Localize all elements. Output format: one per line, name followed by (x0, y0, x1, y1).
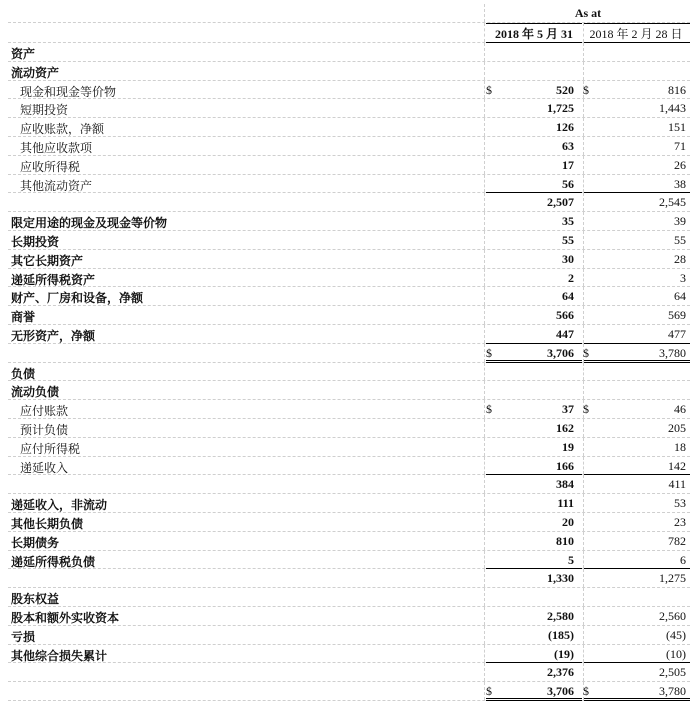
value-may-2018: 3,706 (547, 345, 574, 360)
column-divider (484, 513, 485, 531)
value-feb-2018: 411 (668, 477, 686, 492)
row-label: 递延收入 (20, 460, 69, 475)
table-row (8, 287, 690, 306)
header-underline (486, 23, 582, 24)
currency-symbol: $ (486, 684, 492, 699)
column-divider (583, 99, 584, 117)
value-feb-2018: 2,560 (659, 608, 686, 623)
value-may-2018: 35 (562, 214, 574, 229)
table-row (8, 513, 690, 532)
column-divider (484, 81, 485, 99)
row-label: 限定用途的现金及现金等价物 (11, 216, 168, 231)
value-feb-2018: 2,545 (659, 195, 686, 210)
column-divider (484, 626, 485, 644)
column-divider (484, 118, 485, 136)
value-may-2018: 55 (562, 232, 574, 247)
value-feb-2018: 3,780 (659, 684, 686, 699)
column-divider (583, 363, 584, 381)
column-divider (583, 588, 584, 606)
row-label: 其它长期资产 (11, 253, 84, 268)
column-divider (484, 231, 485, 249)
table-row (8, 645, 690, 664)
column-divider (583, 287, 584, 305)
currency-symbol: $ (583, 345, 589, 360)
table-row (8, 626, 690, 645)
column-divider (484, 344, 485, 362)
table-row (8, 457, 690, 476)
value-may-2018: 566 (556, 308, 574, 323)
column-divider (484, 156, 485, 174)
column-divider (484, 475, 485, 493)
table-row (8, 62, 690, 81)
table-row (8, 193, 690, 212)
value-may-2018: 56 (562, 176, 574, 191)
column-divider (484, 62, 485, 80)
value-feb-2018: 205 (668, 420, 686, 435)
value-may-2018: 20 (562, 514, 574, 529)
table-row (8, 532, 690, 551)
table-row (8, 137, 690, 156)
header-underline (584, 23, 690, 24)
column-divider (484, 438, 485, 456)
column-divider (484, 682, 485, 700)
currency-symbol: $ (486, 402, 492, 417)
table-row (8, 156, 690, 175)
value-may-2018: 19 (562, 439, 574, 454)
row-label: 流动资产 (11, 65, 60, 80)
column-divider (583, 381, 584, 399)
row-label: 其他应收款项 (20, 140, 93, 155)
row-label: 长期债务 (11, 535, 60, 550)
value-may-2018: 37 (562, 402, 574, 417)
currency-symbol: $ (486, 82, 492, 97)
row-label: 递延所得税资产 (11, 272, 96, 287)
table-row (8, 663, 690, 682)
column-divider (583, 62, 584, 80)
currency-symbol: $ (583, 402, 589, 417)
column-divider (484, 663, 485, 681)
value-may-2018: 30 (562, 251, 574, 266)
column-divider (484, 287, 485, 305)
column-divider (484, 457, 485, 475)
column-divider (484, 381, 485, 399)
row-label: 应付账款 (20, 404, 69, 419)
value-feb-2018: 816 (668, 82, 686, 97)
value-may-2018: 447 (556, 326, 574, 341)
value-feb-2018: 39 (674, 214, 686, 229)
value-feb-2018: 53 (674, 496, 686, 511)
column-divider (484, 43, 485, 61)
column-divider (583, 250, 584, 268)
currency-symbol: $ (583, 684, 589, 699)
column-divider (484, 23, 485, 42)
column-divider (583, 626, 584, 644)
row-label: 股本和额外实收资本 (11, 610, 120, 625)
row-label: 其他长期负债 (11, 516, 84, 531)
column-divider (583, 457, 584, 475)
table-row (8, 175, 690, 194)
currency-symbol: $ (583, 82, 589, 97)
value-feb-2018: 1,443 (659, 101, 686, 116)
column-divider (583, 475, 584, 493)
column-divider (484, 99, 485, 117)
column-divider (583, 607, 584, 625)
value-feb-2018: 28 (674, 251, 686, 266)
currency-symbol: $ (486, 345, 492, 360)
value-may-2018: 63 (562, 138, 574, 153)
column-divider (583, 494, 584, 512)
column-divider (583, 212, 584, 230)
column-divider (484, 212, 485, 230)
column-divider (484, 569, 485, 587)
table-row (8, 551, 690, 570)
value-feb-2018: 3,780 (659, 345, 686, 360)
table-row (8, 212, 690, 231)
table-row (8, 419, 690, 438)
column-divider (583, 231, 584, 249)
table-row (8, 231, 690, 250)
column-divider (583, 513, 584, 531)
column-divider (583, 118, 584, 136)
header-dates-row (8, 23, 690, 43)
value-may-2018: 162 (556, 420, 574, 435)
value-may-2018: (185) (548, 627, 574, 642)
value-may-2018: 520 (556, 82, 574, 97)
value-may-2018: 2,376 (547, 665, 574, 680)
table-row (8, 438, 690, 457)
row-label: 流动负债 (11, 385, 60, 400)
column-divider (484, 325, 485, 343)
table-row (8, 381, 690, 400)
value-may-2018: 810 (556, 533, 574, 548)
column-divider (583, 551, 584, 569)
table-row (8, 118, 690, 137)
total-double-rule (486, 698, 582, 701)
column-divider (484, 363, 485, 381)
table-row (8, 325, 690, 344)
table-row (8, 607, 690, 626)
column-divider (583, 438, 584, 456)
value-feb-2018: 71 (674, 138, 686, 153)
row-label: 无形资产，净额 (11, 328, 96, 343)
value-feb-2018: 782 (668, 533, 686, 548)
row-label: 财产、厂房和设备，净额 (11, 291, 144, 306)
column-divider (484, 250, 485, 268)
row-label: 长期投资 (11, 234, 60, 249)
value-may-2018: 111 (557, 496, 574, 511)
column-divider (484, 306, 485, 324)
row-label: 亏损 (11, 629, 36, 644)
row-label: 商誉 (11, 310, 36, 325)
column-divider (484, 137, 485, 155)
row-label: 应收账款，净额 (20, 122, 105, 137)
column-divider (484, 588, 485, 606)
value-may-2018: (19) (554, 646, 574, 661)
table-row (8, 43, 690, 62)
value-may-2018: 166 (556, 458, 574, 473)
value-may-2018: 2,580 (547, 608, 574, 623)
value-feb-2018: 18 (674, 439, 686, 454)
value-feb-2018: (10) (666, 646, 686, 661)
table-row (8, 99, 690, 118)
row-label: 资产 (11, 47, 36, 61)
table-row (8, 494, 690, 513)
table-row (8, 569, 690, 588)
column-divider (583, 137, 584, 155)
column-header-may-2018: 2018 年 5 月 31 (494, 27, 573, 41)
table-body (8, 43, 690, 701)
column-divider (484, 645, 485, 663)
column-divider (583, 175, 584, 193)
value-feb-2018: 26 (674, 157, 686, 172)
value-feb-2018: 38 (674, 176, 686, 191)
value-may-2018: 5 (568, 552, 574, 567)
table-row (8, 363, 690, 382)
value-may-2018: 1,330 (547, 571, 574, 586)
table-row (8, 269, 690, 288)
column-divider (484, 551, 485, 569)
column-divider (583, 569, 584, 587)
column-divider (583, 645, 584, 663)
value-may-2018: 2 (568, 270, 574, 285)
table-row (8, 588, 690, 607)
row-label: 其他综合损失累计 (11, 648, 108, 663)
value-may-2018: 1,725 (547, 101, 574, 116)
row-label: 递延收入，非流动 (11, 498, 108, 513)
as-at-header: As at (574, 6, 602, 20)
row-label: 短期投资 (20, 103, 69, 118)
value-feb-2018: 23 (674, 514, 686, 529)
column-divider (484, 400, 485, 418)
column-divider (484, 419, 485, 437)
value-feb-2018: (45) (666, 627, 686, 642)
value-may-2018: 17 (562, 157, 574, 172)
table-row (8, 344, 690, 363)
header-as-at-row (8, 4, 690, 23)
column-divider (583, 269, 584, 287)
value-feb-2018: 142 (668, 458, 686, 473)
value-may-2018: 384 (556, 477, 574, 492)
column-divider (484, 175, 485, 193)
value-feb-2018: 1,275 (659, 571, 686, 586)
balance-sheet-table (8, 4, 690, 701)
column-divider (583, 193, 584, 211)
value-may-2018: 3,706 (547, 684, 574, 699)
column-divider (484, 607, 485, 625)
column-divider (583, 532, 584, 550)
row-label: 负债 (11, 366, 36, 381)
value-feb-2018: 46 (674, 402, 686, 417)
column-divider (484, 532, 485, 550)
column-divider (484, 269, 485, 287)
table-row (8, 475, 690, 494)
table-row (8, 250, 690, 269)
table-row (8, 306, 690, 325)
value-feb-2018: 477 (668, 326, 686, 341)
row-label: 股东权益 (11, 592, 60, 607)
column-header-feb-2018: 2018 年 2 月 28 日 (589, 27, 683, 41)
column-divider (583, 306, 584, 324)
table-row (8, 81, 690, 100)
column-divider (583, 156, 584, 174)
total-double-rule (584, 698, 690, 701)
value-feb-2018: 6 (680, 552, 686, 567)
column-divider (583, 663, 584, 681)
table-row (8, 400, 690, 419)
value-feb-2018: 2,505 (659, 665, 686, 680)
value-may-2018: 2,507 (547, 195, 574, 210)
column-divider (583, 419, 584, 437)
table-row (8, 682, 690, 701)
value-may-2018: 64 (562, 289, 574, 304)
column-divider (583, 43, 584, 61)
row-label: 其他流动资产 (20, 178, 93, 193)
row-label: 应收所得税 (20, 159, 81, 174)
value-feb-2018: 55 (674, 232, 686, 247)
row-label: 递延所得税负债 (11, 554, 96, 569)
column-divider (484, 494, 485, 512)
value-feb-2018: 569 (668, 308, 686, 323)
value-feb-2018: 151 (668, 120, 686, 135)
row-label: 现金和现金等价物 (20, 84, 117, 99)
column-divider (484, 4, 485, 22)
column-divider (583, 325, 584, 343)
column-divider (484, 193, 485, 211)
row-label: 预计负债 (20, 422, 69, 437)
value-feb-2018: 64 (674, 289, 686, 304)
value-feb-2018: 3 (680, 270, 686, 285)
value-may-2018: 126 (556, 120, 574, 135)
row-label: 应付所得税 (20, 441, 81, 456)
